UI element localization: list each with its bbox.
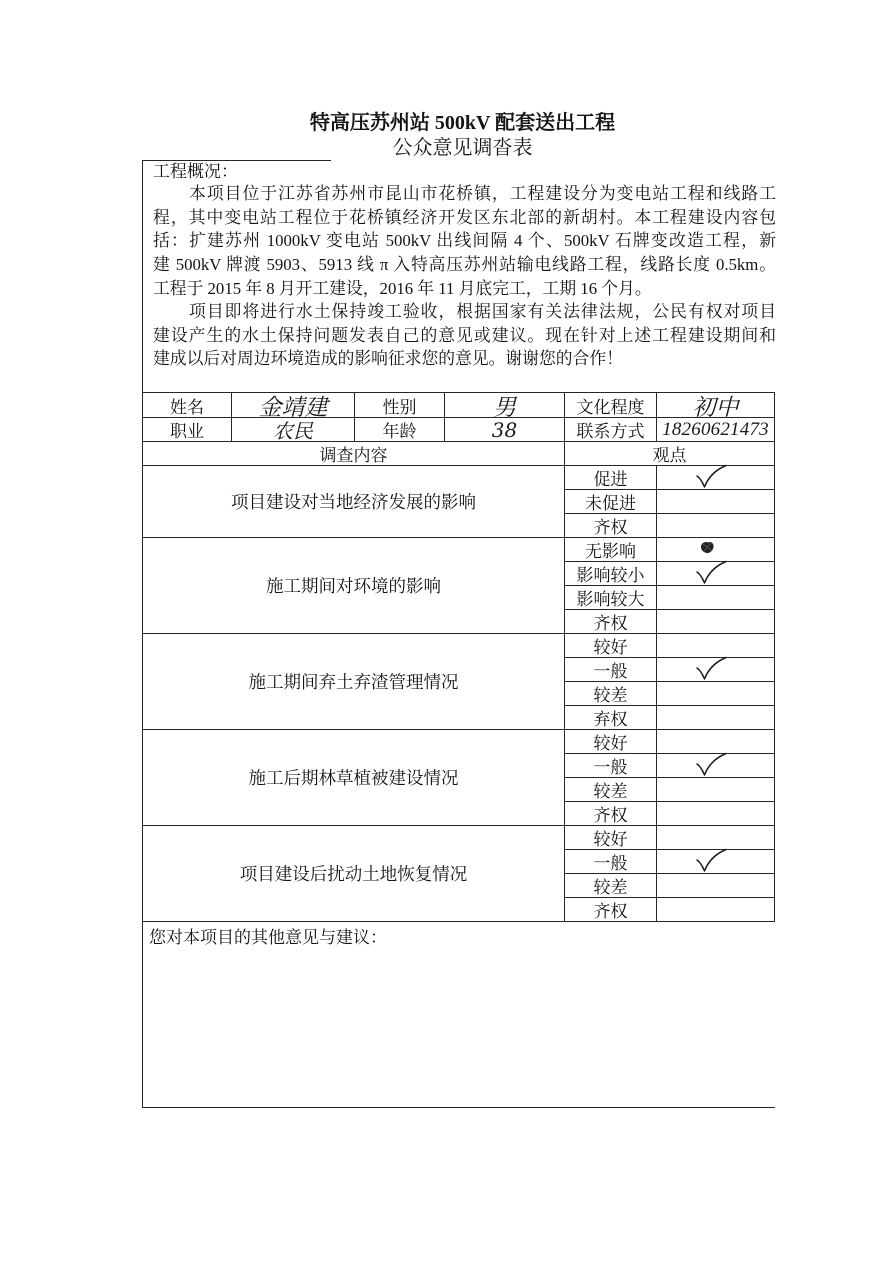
form-title-line-2: 公众意见调沓表 [392,137,533,159]
survey-topic: 施工后期林草植被建设情况 [143,730,565,826]
survey-opinion-header: 观点 [565,442,775,466]
overview-line: 建 500kV 牌渡 5903、5913 线 π 入特高压苏州站输电线路工程，线路长度 0.5km。 [153,254,776,274]
survey-mark-cell [657,562,775,586]
overview-line: 项目即将进行水土保持竣工验收，根据国家有关法律法规，公民有权对项目 [189,302,776,322]
overview-line: 本项目位于江苏省苏州市昆山市花桥镇，工程建设分为变电站工程和线路工 [189,184,776,204]
survey-mark-cell [657,466,775,490]
check-icon [695,848,727,873]
survey-option-label: 较差 [565,682,657,706]
overview-line: 建设产生的水土保持问题发表自己的意见或建议。现在针对上述工程建设期间和 [153,325,776,345]
education-value: 初中 [657,393,775,418]
education-label: 文化程度 [565,393,657,418]
name-label: 姓名 [143,393,232,418]
check-icon [695,752,727,777]
survey-option-label: 促进 [565,466,657,490]
survey-option-label: 较好 [565,826,657,850]
survey-mark-cell [657,850,775,874]
survey-mark-cell [657,634,775,658]
survey-mark-cell [657,658,775,682]
comments-box [142,922,775,1108]
survey-option-label: 一般 [565,850,657,874]
form-title-line-1: 特高压苏州站 500kV 配套送出工程 [309,112,616,134]
survey-option-label: 较差 [565,778,657,802]
survey-table [142,442,775,922]
survey-topic: 施工期间对环境的影响 [143,538,565,634]
survey-option-label: 齐权 [565,610,657,634]
survey-option-label: 较差 [565,874,657,898]
overview-heading: 工程概况： [153,162,238,181]
overview-line: 建成以后对周边环境造成的影响征求您的意见。谢谢您的合作！ [153,349,623,369]
survey-form [142,160,775,1108]
survey-option-label: 影响较大 [565,586,657,610]
occupation-value: 农民 [232,418,355,442]
name-value: 金靖建 [232,393,355,418]
survey-option-label: 一般 [565,658,657,682]
survey-mark-cell [657,586,775,610]
check-icon [695,464,727,489]
gender-value: 男 [445,393,565,418]
survey-mark-cell [657,874,775,898]
survey-topic: 项目建设对当地经济发展的影响 [143,466,565,538]
survey-mark-cell [657,826,775,850]
survey-option-label: 未促进 [565,490,657,514]
age-value: 38 [445,418,565,442]
survey-option-label: 较好 [565,634,657,658]
survey-option-label: 齐权 [565,802,657,826]
survey-topic: 施工期间弃土弃渣管理情况 [143,634,565,730]
overview-line: 工程于 2015 年 8 月开工建设，2016 年 11 月底完工，工期 16 个月。 [153,278,652,298]
check-icon [695,560,727,585]
survey-content-header: 调查内容 [143,442,565,466]
survey-mark-cell [657,682,775,706]
overview-text [153,182,776,371]
age-label: 年龄 [355,418,445,442]
overview-line: 程，其中变电站工程位于花桥镇经济开发区东北部的新胡村。本工程建设内容包 [153,207,776,227]
survey-option-label: 无影响 [565,538,657,562]
survey-mark-cell [657,802,775,826]
survey-option-label: 较好 [565,730,657,754]
survey-mark-cell [657,778,775,802]
check-icon [695,656,727,681]
comments-label: 您对本项目的其他意见与建议： [149,928,387,947]
survey-mark-cell [657,898,775,922]
overview-line: 括：扩建苏州 1000kV 变电站 500kV 出线间隔 4 个、500kV 石牌变改造工程，新 [153,231,776,251]
gender-label: 性别 [355,393,445,418]
scribble-icon [700,541,715,554]
respondent-info-table [142,392,775,442]
survey-option-label: 一般 [565,754,657,778]
survey-option-label: 齐权 [565,898,657,922]
survey-option-label: 影响较小 [565,562,657,586]
survey-mark-cell [657,706,775,730]
survey-mark-cell [657,538,775,562]
survey-mark-cell [657,754,775,778]
survey-mark-cell [657,610,775,634]
survey-option-label: 弃权 [565,706,657,730]
survey-mark-cell [657,730,775,754]
survey-mark-cell [657,514,775,538]
survey-option-label: 齐权 [565,514,657,538]
project-overview [142,160,775,392]
contact-value: 18260621473 [657,418,775,442]
survey-mark-cell [657,490,775,514]
contact-label: 联系方式 [565,418,657,442]
survey-topic: 项目建设后扰动土地恢复情况 [143,826,565,922]
occupation-label: 职业 [143,418,232,442]
